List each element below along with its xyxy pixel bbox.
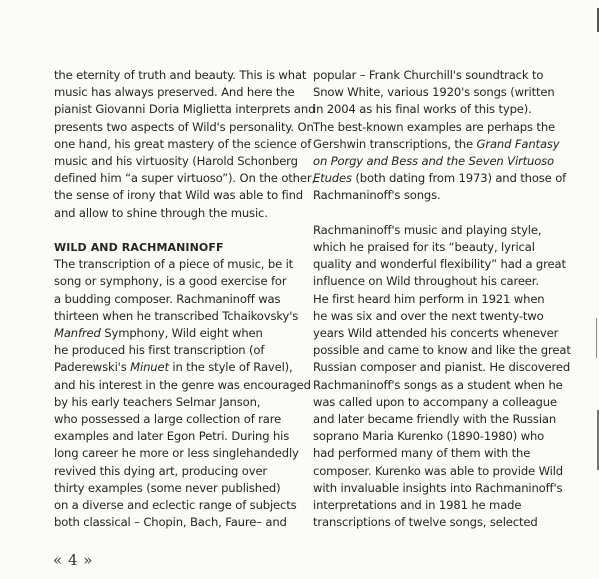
text-line: interpretations and in 1981 he made [313, 498, 522, 513]
work-title-minuet: Minuet [130, 360, 169, 375]
text-fragment: in the style of Ravel), [168, 360, 293, 375]
text-line: by his early teachers Selmar Janson, [54, 394, 261, 409]
text-fragment: (both dating from 1973) and those of [351, 171, 567, 186]
rachmaninoff-paragraph [313, 222, 571, 532]
text-line: was called upon to accompany a colleague [313, 394, 557, 409]
text-line: transcriptions of twelve songs, selected [313, 515, 538, 530]
text-line: long career he more or less singlehandedly [54, 446, 299, 461]
text-line: Rachmaninoff's songs. [313, 188, 441, 203]
text-fragment: Gershwin transcriptions, the [313, 136, 477, 151]
text-line: popular – Frank Churchill's soundtrack to [313, 68, 544, 82]
transcription-paragraph [54, 256, 311, 531]
text-line: he produced his first transcription (of [54, 343, 265, 358]
text-line: possible and came to know and like the great [313, 343, 571, 358]
text-line: and allow to shine through the music. [54, 205, 268, 220]
text-line [313, 170, 571, 187]
text-line: and his interest in the genre was encouraged [54, 377, 311, 392]
text-line: the sense of irony that Wild was able to find [54, 188, 303, 203]
text-line: with invaluable insights into Rachmaninoff's [313, 480, 563, 495]
text-line: Snow White, various 1920's songs (written [313, 85, 555, 100]
text-line: which he praised for its “beauty, lyrical [313, 240, 535, 255]
text-line [313, 153, 571, 170]
text-line: both classical – Chopin, Bach, Faure– and [54, 515, 287, 530]
text-line: who possessed a large collection of rare [54, 412, 282, 427]
text-line: one hand, his great mastery of the science of [54, 136, 312, 151]
text-line: music has always preserved. And here the [54, 85, 295, 100]
text-line: Rachmaninoff's music and playing style, [313, 222, 542, 237]
text-line: the eternity of truth and beauty. This is what [54, 68, 307, 82]
text-line: he was six and over the next twenty-two [313, 308, 544, 323]
section-heading: WILD AND RACHMANINOFF [54, 241, 224, 255]
text-line: composer. Kurenko was able to provide Wild [313, 463, 563, 478]
paragraph-gap [313, 205, 571, 222]
text-line: had performed many of them with the [313, 446, 531, 461]
text-line: The best-known examples are perhaps the [313, 119, 556, 134]
left-column [54, 67, 316, 531]
text-line: Rachmaninoff's songs as a student when he [313, 377, 563, 392]
text-line: The transcription of a piece of music, be it [54, 257, 294, 272]
text-line: examples and later Egon Petri. During his [54, 429, 290, 444]
work-title-manfred: Manfred [54, 326, 101, 341]
text-line: quality and wonderful flexibility” had a great [313, 257, 566, 272]
text-line: pianist Giovanni Doria Miglietta interprets and [54, 102, 316, 117]
text-fragment: Symphony, Wild eight when [100, 326, 263, 341]
text-line: influence on Wild throughout his career. [313, 274, 539, 289]
scan-edge-mark [596, 318, 597, 358]
text-line: music and his virtuosity (Harold Schonberg [54, 154, 298, 169]
text-fragment: Paderewski's [54, 360, 131, 375]
text-line: thirty examples (some never published) [54, 480, 281, 495]
text-line [54, 325, 304, 342]
transcriptions-paragraph [313, 67, 571, 205]
text-line: and later became friendly with the Russian [313, 412, 557, 427]
text-line [54, 359, 304, 376]
text-line: on a diverse and eclectic range of subjects [54, 498, 297, 513]
text-line: thirteen when he transcribed Tchaikovsky's [54, 308, 299, 323]
text-line: defined him “a super virtuoso”). On the other, [54, 171, 315, 186]
text-line: a budding composer. Rachmaninoff was [54, 291, 281, 306]
text-line [313, 136, 571, 153]
work-title-etudes: Etudes [313, 171, 352, 186]
text-line: Russian composer and pianist. He discovered [313, 360, 571, 375]
text-line: song or symphony, is a good exercise for [54, 274, 287, 289]
text-line: in 2004 as his final works of this type). [313, 102, 532, 117]
text-line: presents two aspects of Wild's personality. On [54, 119, 314, 134]
work-title-porgy-and-bess: on Porgy and Bess and the Seven Virtuoso [313, 154, 555, 169]
page-number: « 4 » [53, 551, 93, 569]
intro-paragraph [54, 67, 316, 222]
text-line: years Wild attended his concerts whenever [313, 326, 559, 341]
text-line: He first heard him perform in 1921 when [313, 291, 545, 306]
right-column [313, 67, 571, 531]
work-title-grand-fantasy: Grand Fantasy [476, 136, 560, 151]
paragraph-gap [54, 222, 304, 239]
text-line: soprano Maria Kurenko (1890-1980) who [313, 429, 545, 444]
text-line: revived this dying art, producing over [54, 463, 268, 478]
